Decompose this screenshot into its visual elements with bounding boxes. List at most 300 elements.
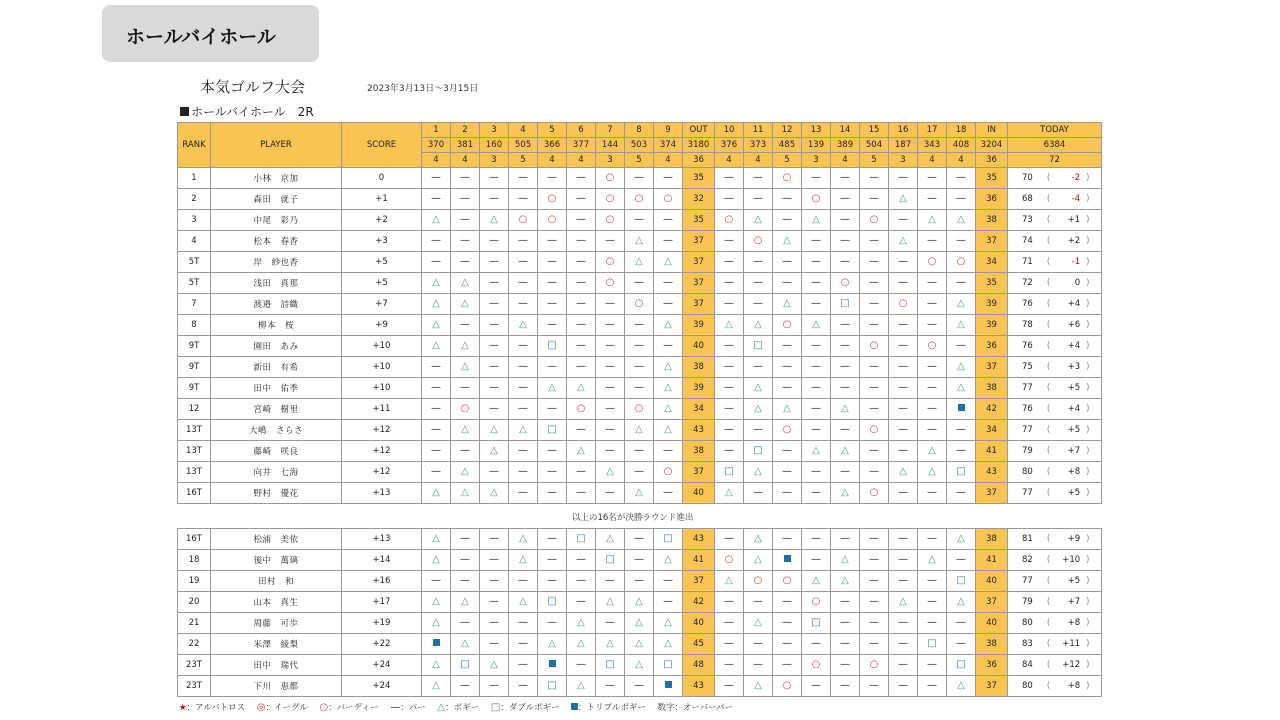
hole-result-cell	[889, 483, 918, 504]
paren-close: )	[1086, 660, 1090, 670]
triangle-icon: △	[928, 214, 936, 225]
hole-result-cell	[831, 378, 860, 399]
today-total: 80	[1022, 618, 1033, 628]
hole-result-cell	[889, 420, 918, 441]
hole-result-cell	[509, 676, 538, 697]
dash-icon: —	[663, 487, 673, 498]
hole-result-cell	[567, 613, 596, 634]
hole-result-cell	[715, 483, 744, 504]
hole-result-cell	[947, 676, 976, 697]
square-outline-icon: □	[753, 340, 763, 351]
today-total: 77	[1022, 425, 1033, 435]
score-cell: +24	[342, 655, 422, 676]
hole-result-cell	[860, 550, 889, 571]
triangle-icon: △	[548, 638, 556, 649]
table-row	[178, 294, 1102, 315]
triangle-icon: △	[754, 319, 762, 330]
hole-result-cell	[422, 273, 451, 294]
dash-icon: —	[724, 361, 734, 372]
paren-open: (	[1046, 341, 1051, 351]
table-row	[178, 231, 1102, 252]
hole-result-cell	[538, 336, 567, 357]
circle-icon: ○	[547, 214, 557, 225]
hole-par: 4	[831, 153, 860, 168]
out-total-cell: 39	[683, 378, 715, 399]
square-outline-icon: □	[663, 533, 673, 544]
hole-result-cell	[480, 315, 509, 336]
hole-result-cell	[422, 378, 451, 399]
triangle-icon: △	[783, 235, 791, 246]
dash-icon: —	[724, 596, 734, 607]
dash-icon: —	[782, 596, 792, 607]
dash-icon: —	[547, 445, 557, 456]
circle-icon: ○	[811, 596, 821, 607]
square-outline-icon: □	[547, 424, 557, 435]
dash-icon: —	[811, 424, 821, 435]
hole-result-cell	[918, 231, 947, 252]
score-cell: +5	[342, 273, 422, 294]
today-cell	[1008, 483, 1102, 504]
hole-par: 3	[596, 153, 625, 168]
hole-result-cell	[625, 462, 654, 483]
hole-result-cell	[889, 399, 918, 420]
circle-icon: ○	[634, 298, 644, 309]
today-total: 73	[1022, 215, 1033, 225]
dash-icon: —	[927, 235, 937, 246]
dash-icon: —	[547, 361, 557, 372]
dash-icon: —	[460, 533, 470, 544]
today-cell	[1008, 294, 1102, 315]
hole-result-cell	[538, 273, 567, 294]
in-total-cell: 37	[976, 592, 1008, 613]
hole-result-cell	[802, 550, 831, 571]
hole-result-cell	[538, 441, 567, 462]
hole-result-cell	[654, 483, 683, 504]
dash-icon: —	[634, 214, 644, 225]
hole-result-cell	[831, 420, 860, 441]
dash-icon: —	[431, 466, 441, 477]
dash-icon: —	[782, 533, 792, 544]
hole-result-cell	[480, 592, 509, 613]
hole-result-cell	[947, 189, 976, 210]
legend-albatross: ★：アルバトロス	[179, 703, 246, 713]
hole-result-cell	[889, 357, 918, 378]
out-total-cell: 40	[683, 336, 715, 357]
triangle-icon: △	[635, 487, 643, 498]
hole-result-cell	[538, 357, 567, 378]
hole-result-cell	[744, 315, 773, 336]
dash-icon: —	[898, 382, 908, 393]
triangle-icon: △	[841, 554, 849, 565]
triangle-icon: △	[841, 575, 849, 586]
dash-icon: —	[753, 487, 763, 498]
dash-icon: —	[811, 466, 821, 477]
hole-result-cell	[947, 634, 976, 655]
triangle-icon: △	[432, 214, 440, 225]
dash-icon: —	[724, 193, 734, 204]
circle-icon: ○	[605, 172, 615, 183]
dash-icon: —	[663, 340, 673, 351]
dash-icon: —	[724, 340, 734, 351]
player-cell: 宮崎 樹里	[211, 399, 342, 420]
score-cell: +2	[342, 210, 422, 231]
hole-result-cell	[625, 571, 654, 592]
dash-icon: —	[811, 403, 821, 414]
dash-icon: —	[811, 382, 821, 393]
hole-result-cell	[802, 210, 831, 231]
hole-result-cell	[509, 210, 538, 231]
in-total-cell: 38	[976, 210, 1008, 231]
hole-result-cell	[889, 231, 918, 252]
dash-icon: —	[576, 554, 586, 565]
out-total-cell: 42	[683, 592, 715, 613]
hole-result-cell	[625, 634, 654, 655]
paren-open: (	[1046, 425, 1051, 435]
hole-result-cell	[802, 168, 831, 189]
hole-result-cell	[596, 315, 625, 336]
hole-result-cell	[538, 294, 567, 315]
dash-icon: —	[518, 445, 528, 456]
hole-number: 10	[715, 123, 744, 138]
hole-result-cell	[654, 210, 683, 231]
today-cell	[1008, 357, 1102, 378]
hole-result-cell	[831, 210, 860, 231]
today-total: 82	[1022, 555, 1033, 565]
hole-result-cell	[422, 634, 451, 655]
dash-icon: —	[460, 193, 470, 204]
hole-result-cell	[567, 676, 596, 697]
dash-icon: —	[431, 424, 441, 435]
circle-icon: ○	[605, 214, 615, 225]
hole-result-cell	[509, 294, 538, 315]
dash-icon: —	[869, 256, 879, 267]
dash-icon: —	[956, 172, 966, 183]
dash-icon: —	[605, 680, 615, 691]
hole-result-cell	[509, 252, 538, 273]
hole-result-cell	[596, 420, 625, 441]
hole-result-cell	[889, 655, 918, 676]
hole-result-cell	[773, 462, 802, 483]
triangle-icon: △	[432, 554, 440, 565]
hole-result-cell	[802, 571, 831, 592]
hole-result-cell	[744, 252, 773, 273]
hole-result-cell	[860, 315, 889, 336]
legend-triple-bogey: ：トリプルボギー	[571, 703, 646, 713]
hole-result-cell	[947, 336, 976, 357]
today-diff: +12	[1062, 660, 1081, 670]
hole-result-cell	[773, 252, 802, 273]
triangle-icon: △	[432, 487, 440, 498]
hole-result-cell	[509, 315, 538, 336]
dash-icon: —	[956, 445, 966, 456]
today-total: 70	[1022, 173, 1033, 183]
square-outline-icon: □	[605, 554, 615, 565]
hole-result-cell	[625, 483, 654, 504]
in-total-cell: 41	[976, 441, 1008, 462]
hole-result-cell	[596, 483, 625, 504]
triangle-icon: △	[635, 256, 643, 267]
hole-result-cell	[744, 294, 773, 315]
in-total-cell: 35	[976, 168, 1008, 189]
hole-result-cell	[744, 336, 773, 357]
table-row	[178, 529, 1102, 550]
hole-result-cell	[860, 168, 889, 189]
player-cell: 小林 京加	[211, 168, 342, 189]
dash-icon: —	[811, 361, 821, 372]
dash-icon: —	[634, 340, 644, 351]
hole-result-cell	[918, 441, 947, 462]
hole-result-cell	[625, 420, 654, 441]
hole-result-cell	[889, 441, 918, 462]
triangle-icon: △	[664, 424, 672, 435]
hole-result-cell	[451, 252, 480, 273]
hole-result-cell	[860, 655, 889, 676]
hole-result-cell	[831, 336, 860, 357]
dash-icon: —	[927, 382, 937, 393]
today-diff: +4	[1067, 341, 1081, 351]
dash-icon: —	[460, 214, 470, 225]
hole-result-cell	[480, 676, 509, 697]
player-cell: 米澤 綾梨	[211, 634, 342, 655]
table-row	[178, 592, 1102, 613]
hole-result-cell	[596, 231, 625, 252]
hole-par: 5	[625, 153, 654, 168]
dash-icon: —	[576, 277, 586, 288]
triangle-icon: △	[957, 319, 965, 330]
dash-icon: —	[927, 193, 937, 204]
hole-result-cell	[802, 378, 831, 399]
player-cell: 松浦 美依	[211, 529, 342, 550]
dash-icon: —	[753, 277, 763, 288]
hole-result-cell	[538, 529, 567, 550]
in-total-cell: 37	[976, 483, 1008, 504]
circle-icon: ○	[663, 193, 673, 204]
double-circle-icon: ◎	[256, 702, 266, 713]
triangle-icon: △	[812, 319, 820, 330]
out-total-cell: 32	[683, 189, 715, 210]
hole-result-cell	[596, 655, 625, 676]
hole-result-cell	[773, 294, 802, 315]
hole-par: 4	[744, 153, 773, 168]
hole-result-cell	[947, 571, 976, 592]
rank-cell: 13T	[178, 441, 211, 462]
dash-icon: —	[460, 575, 470, 586]
dash-icon: —	[547, 575, 557, 586]
hole-result-cell	[918, 550, 947, 571]
hole-result-cell	[538, 315, 567, 336]
score-cell: +10	[342, 378, 422, 399]
dash-icon: —	[753, 659, 763, 670]
dash-icon: —	[634, 533, 644, 544]
hole-result-cell	[451, 634, 480, 655]
dash-icon: —	[782, 277, 792, 288]
hole-result-cell	[918, 655, 947, 676]
paren-open: (	[1046, 488, 1051, 498]
hole-result-cell	[802, 441, 831, 462]
square-bullet-icon	[180, 107, 189, 116]
circle-icon: ○	[869, 424, 879, 435]
dash-icon: —	[489, 533, 499, 544]
dash-icon: —	[634, 172, 644, 183]
triangle-icon: △	[461, 277, 469, 288]
hole-result-cell	[596, 399, 625, 420]
hole-par: 4	[715, 153, 744, 168]
dash-icon: —	[663, 214, 673, 225]
in-total-cell: 41	[976, 550, 1008, 571]
hole-result-cell	[567, 550, 596, 571]
hole-result-cell	[422, 420, 451, 441]
triangle-icon: △	[432, 340, 440, 351]
dash-icon: —	[431, 382, 441, 393]
today-cell	[1008, 315, 1102, 336]
square-outline-icon: □	[547, 340, 557, 351]
circle-icon: ○	[927, 340, 937, 351]
out-par: 36	[683, 153, 715, 168]
dash-icon: —	[518, 277, 528, 288]
hole-yards: 144	[596, 138, 625, 153]
rank-cell: 13T	[178, 462, 211, 483]
hole-result-cell	[596, 634, 625, 655]
legend-birdie: ○：バーディー	[319, 702, 379, 713]
today-cell	[1008, 462, 1102, 483]
hole-result-cell	[715, 252, 744, 273]
player-cell: 新田 有希	[211, 357, 342, 378]
hole-result-cell	[654, 168, 683, 189]
hole-number: 15	[860, 123, 889, 138]
dash-icon: —	[956, 340, 966, 351]
hole-result-cell	[654, 357, 683, 378]
hole-result-cell	[773, 189, 802, 210]
dash-icon: —	[518, 638, 528, 649]
hole-par: 5	[860, 153, 889, 168]
hole-result-cell	[831, 550, 860, 571]
hole-result-cell	[509, 441, 538, 462]
dash-icon: —	[460, 680, 470, 691]
dash-icon: —	[489, 172, 499, 183]
hole-result-cell	[625, 529, 654, 550]
player-cell: 後中 萬璃	[211, 550, 342, 571]
hole-yards: 187	[889, 138, 918, 153]
hole-number: 17	[918, 123, 947, 138]
filled-square-icon	[958, 404, 965, 411]
hole-result-cell	[947, 441, 976, 462]
hole-result-cell	[567, 357, 596, 378]
hole-result-cell	[596, 592, 625, 613]
in-total-cell: 38	[976, 529, 1008, 550]
out-total-cell: 39	[683, 315, 715, 336]
paren-open: (	[1046, 173, 1051, 183]
hole-result-cell	[480, 634, 509, 655]
hole-result-cell	[567, 655, 596, 676]
triangle-icon: △	[432, 277, 440, 288]
triangle-icon: △	[432, 319, 440, 330]
today-diff: -4	[1071, 194, 1081, 204]
paren-close: )	[1086, 467, 1090, 477]
dash-icon: —	[869, 403, 879, 414]
today-diff: +1	[1067, 215, 1081, 225]
hole-result-cell	[802, 634, 831, 655]
dash-icon: —	[724, 298, 734, 309]
dash-icon: —	[840, 659, 850, 670]
hole-result-cell	[509, 462, 538, 483]
table-row	[178, 613, 1102, 634]
hole-par: 4	[451, 153, 480, 168]
hole-result-cell	[451, 592, 480, 613]
hole-result-cell	[509, 231, 538, 252]
dash-icon: —	[634, 466, 644, 477]
hole-result-cell	[947, 613, 976, 634]
dash-icon: —	[956, 487, 966, 498]
out-total-cell: 38	[683, 441, 715, 462]
paren-open: (	[1046, 681, 1051, 691]
paren-open: (	[1046, 194, 1051, 204]
circle-icon: ○	[782, 319, 792, 330]
circle-icon: ○	[869, 487, 879, 498]
hole-par: 5	[509, 153, 538, 168]
out-total-cell: 37	[683, 294, 715, 315]
dash-icon: —	[547, 466, 557, 477]
hole-result-cell	[625, 168, 654, 189]
paren-close: )	[1086, 320, 1090, 330]
table-row	[178, 168, 1102, 189]
dash-icon: —	[724, 617, 734, 628]
table-row	[178, 420, 1102, 441]
qualify-note: 以上の16名が決勝ラウンド進出	[572, 513, 694, 523]
dash-icon: —	[898, 172, 908, 183]
hole-result-cell	[831, 252, 860, 273]
today-cell	[1008, 420, 1102, 441]
hole-result-cell	[625, 210, 654, 231]
hole-result-cell	[422, 210, 451, 231]
today-diff: +3	[1067, 362, 1081, 372]
hole-result-cell	[480, 571, 509, 592]
hole-result-cell	[509, 336, 538, 357]
dash-icon: —	[663, 596, 673, 607]
paren-close: )	[1086, 639, 1090, 649]
triangle-icon: △	[519, 424, 527, 435]
dash-icon: —	[898, 403, 908, 414]
dash-icon: —	[724, 403, 734, 414]
hole-result-cell	[947, 273, 976, 294]
hole-result-cell	[625, 550, 654, 571]
rank-cell: 12	[178, 399, 211, 420]
hole-result-cell	[918, 613, 947, 634]
hole-result-cell	[918, 676, 947, 697]
triangle-icon: △	[437, 702, 446, 713]
hole-result-cell	[480, 399, 509, 420]
triangle-icon: △	[664, 256, 672, 267]
hole-result-cell	[860, 378, 889, 399]
paren-close: )	[1086, 341, 1090, 351]
hole-result-cell	[567, 529, 596, 550]
paren-open: (	[1046, 383, 1051, 393]
rank-cell: 22	[178, 634, 211, 655]
table-row	[178, 634, 1102, 655]
dash-icon: —	[869, 533, 879, 544]
dash-icon: —	[782, 361, 792, 372]
hole-result-cell	[538, 210, 567, 231]
table-row	[178, 357, 1102, 378]
hole-result-cell	[773, 336, 802, 357]
triangle-icon: △	[461, 487, 469, 498]
dash-icon: —	[724, 424, 734, 435]
hole-result-cell	[480, 189, 509, 210]
out-total-cell: 48	[683, 655, 715, 676]
dash-icon: —	[869, 361, 879, 372]
dash-icon: —	[898, 533, 908, 544]
hole-yards: 376	[715, 138, 744, 153]
dash-icon: —	[811, 554, 821, 565]
